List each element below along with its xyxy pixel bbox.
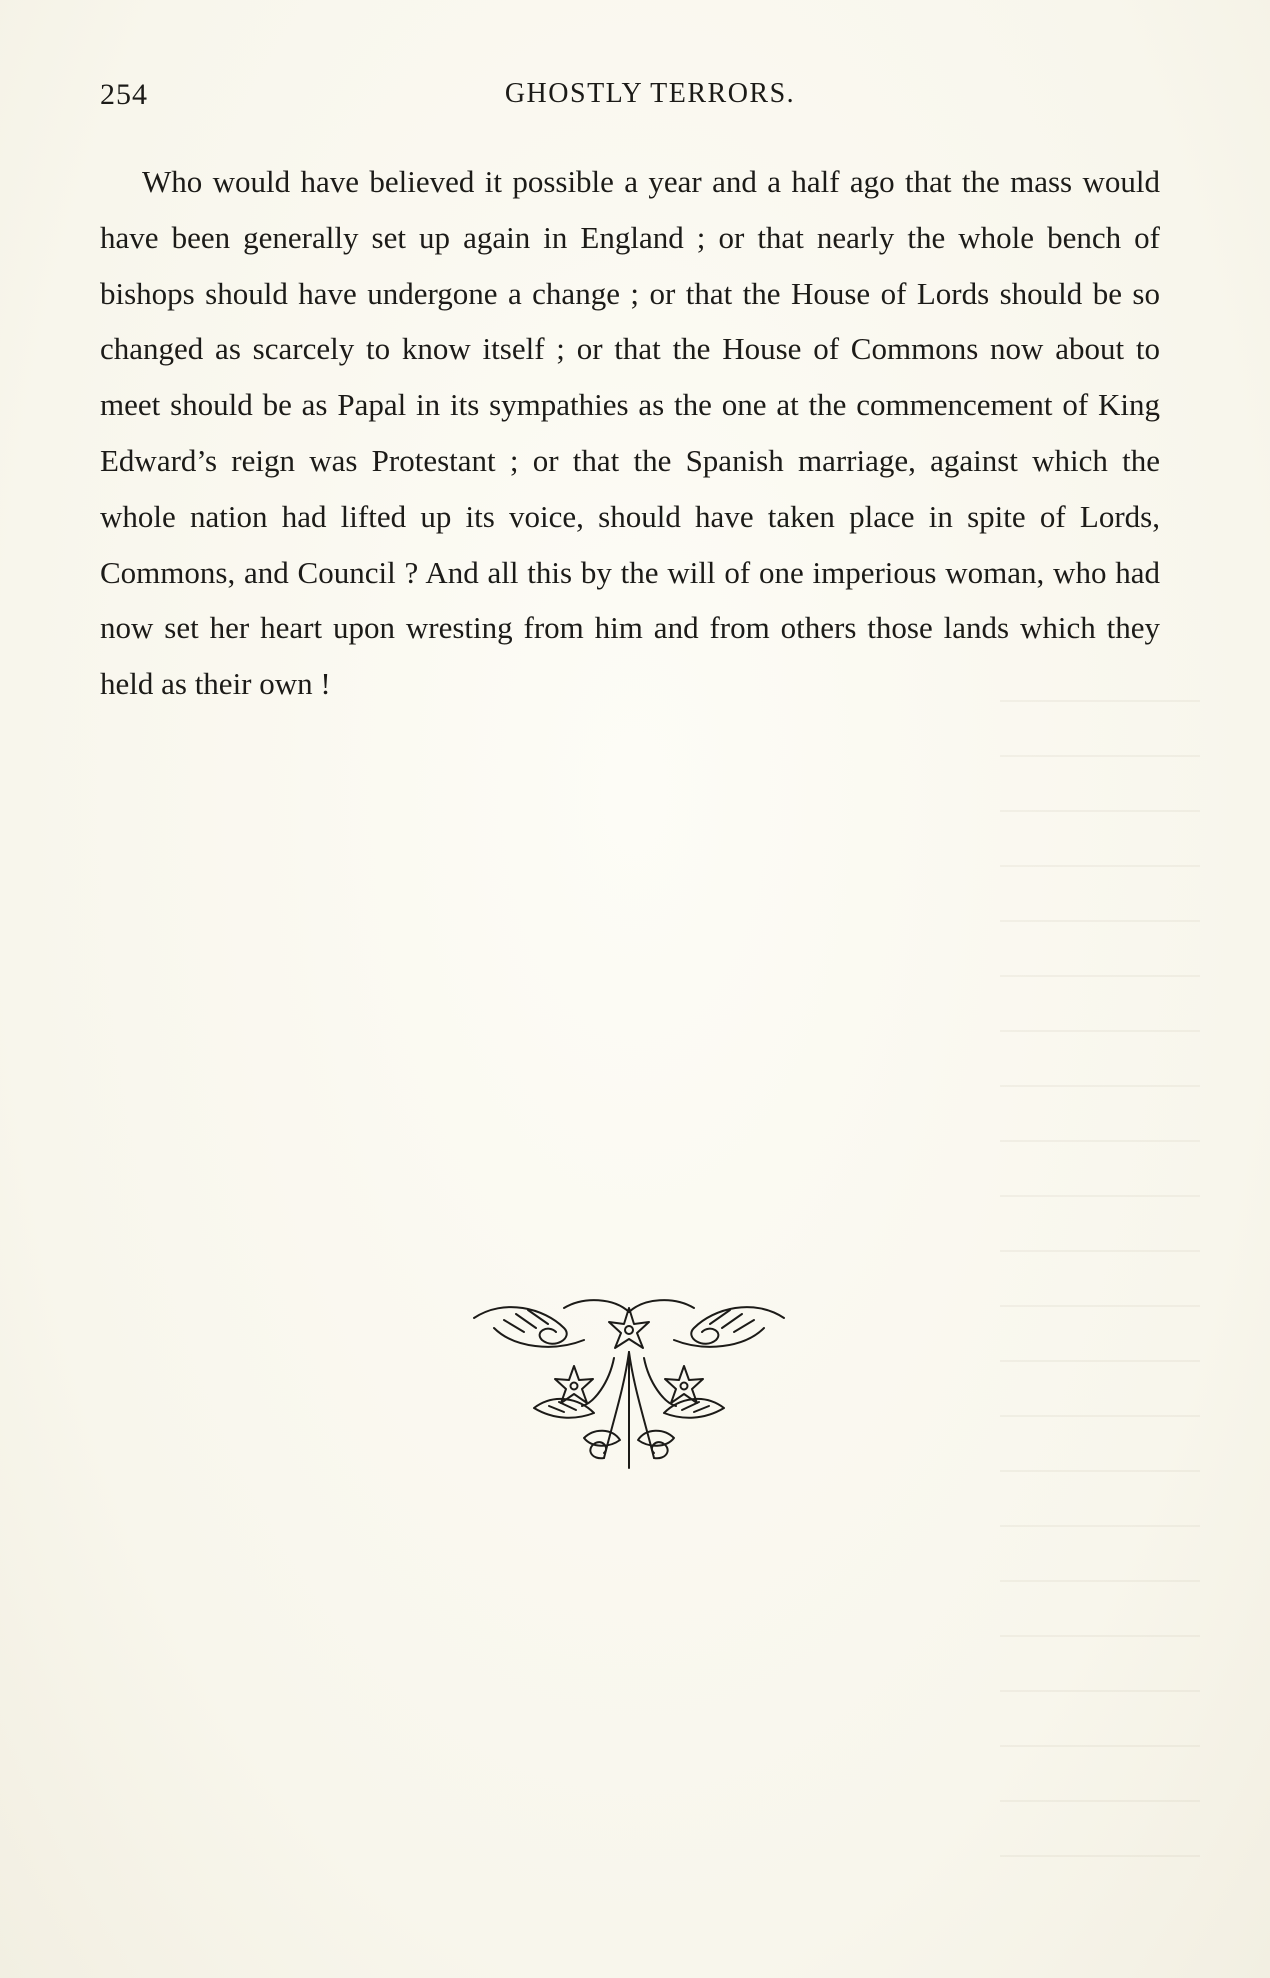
show-through-texture (1000, 700, 1200, 1900)
page-header (100, 78, 1160, 122)
running-title: GHOSTLY TERRORS. (504, 78, 796, 109)
floral-tailpiece-icon (464, 1288, 794, 1488)
body-paragraph: Who would have believed it possible a year and a half ago that the mass would have been generally set up again in England ; or that nearly the whole bench of bishops should have undergone a change ; or that the House of Lords should be so changed as scarcely to know itself ; or that the House of Commons now about to meet should be as Papal in its sympathies as the one at the commencement of King Edward’s reign was Protestant ; or that the Spanish marriage, against which the whole nation had lifted up its voice, should have taken place in spite of Lords, Commons, and Council ? And all this by the will of one imperious woman, who had now set her heart upon wresting from him and from others those lands which they held as their own ! (100, 164, 1160, 702)
page-number: 254 (100, 78, 148, 111)
